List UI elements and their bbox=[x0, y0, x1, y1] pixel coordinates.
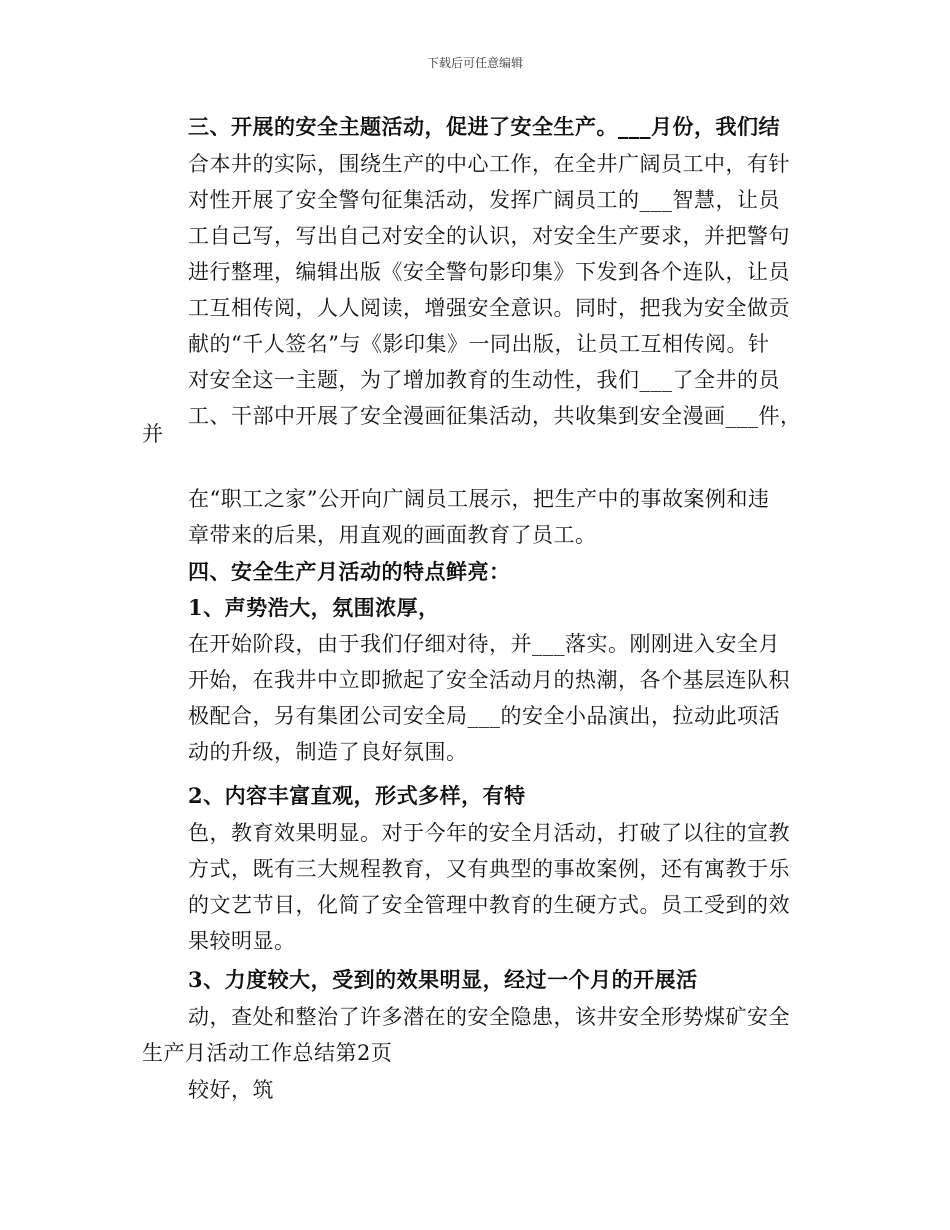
paragraph-line: 较好，筑 bbox=[188, 1078, 274, 1102]
section-heading-4: 四、安全生产月活动的特点鲜亮： bbox=[188, 559, 511, 584]
paragraph-line: 章带来的后果，用直观的画面教育了员工。 bbox=[188, 523, 597, 547]
paragraph-line: 在开始阶段，由于我们仔细对待，并___落实。刚刚进入安全月 bbox=[188, 632, 780, 656]
paragraph-line: 极配合，另有集团公司安全局___的安全小品演出，拉动此项活 bbox=[188, 704, 780, 728]
paragraph-line: 在“职工之家”公开向广阔员工展示，把生产中的事故案例和违 bbox=[188, 487, 770, 511]
paragraph-line: 工自己写，写出自己对安全的认识，对安全生产要求，并把警句 bbox=[188, 224, 790, 248]
paragraph-line: 对性开展了安全警句征集活动，发挥广阔员工的___智慧，让员 bbox=[188, 188, 780, 212]
paragraph-line: 果较明显。 bbox=[188, 929, 296, 953]
paragraph-line: 色，教育效果明显。对于今年的安全月活动，打破了以往的宣教 bbox=[188, 821, 790, 845]
paragraph-line: 生产月活动工作总结第2页 bbox=[142, 1041, 393, 1065]
page-header: 下载后可任意编辑 bbox=[426, 56, 523, 70]
paragraph-line: 工互相传阅，人人阅读，增强安全意识。同时，把我为安全做贡 bbox=[188, 296, 790, 320]
paragraph-line: 并 bbox=[142, 422, 164, 446]
paragraph-line: 的文艺节目，化简了安全管理中教育的生硬方式。员工受到的效 bbox=[188, 893, 790, 917]
subheading-2: 2、内容丰富直观，形式多样，有特 bbox=[188, 783, 526, 808]
paragraph-line: 工、干部中开展了安全漫画征集活动，共收集到安全漫画___件， bbox=[188, 404, 802, 428]
paragraph-line: 动的升级，制造了良好氛围。 bbox=[188, 740, 468, 764]
paragraph-line: 开始，在我井中立即掀起了安全活动月的热潮，各个基层连队积 bbox=[188, 668, 790, 692]
section-heading-3: 三、开展的安全主题活动，促进了安全生产。___月份，我们结 bbox=[188, 114, 780, 139]
subheading-1: 1、声势浩大，氛围浓厚， bbox=[188, 595, 440, 620]
paragraph-line: 方式，既有三大规程教育，又有典型的事故案例，还有寓教于乐 bbox=[188, 857, 790, 881]
subheading-3: 3、力度较大，受到的效果明显，经过一个月的开展活 bbox=[188, 967, 698, 992]
paragraph-line: 进行整理，编辑出版《安全警句影印集》下发到各个连队，让员 bbox=[188, 260, 790, 284]
paragraph-line: 合本井的实际，围绕生产的中心工作，在全井广阔员工中，有针 bbox=[188, 152, 790, 176]
paragraph-line: 动，查处和整治了许多潜在的安全隐患，该井安全形势煤矿安全 bbox=[188, 1005, 790, 1029]
paragraph-line: 献的“千人签名”与《影印集》一同出版，让员工互相传阅。针 bbox=[188, 332, 770, 356]
paragraph-line: 对安全这一主题，为了增加教育的生动性，我们___了全井的员 bbox=[188, 368, 780, 392]
